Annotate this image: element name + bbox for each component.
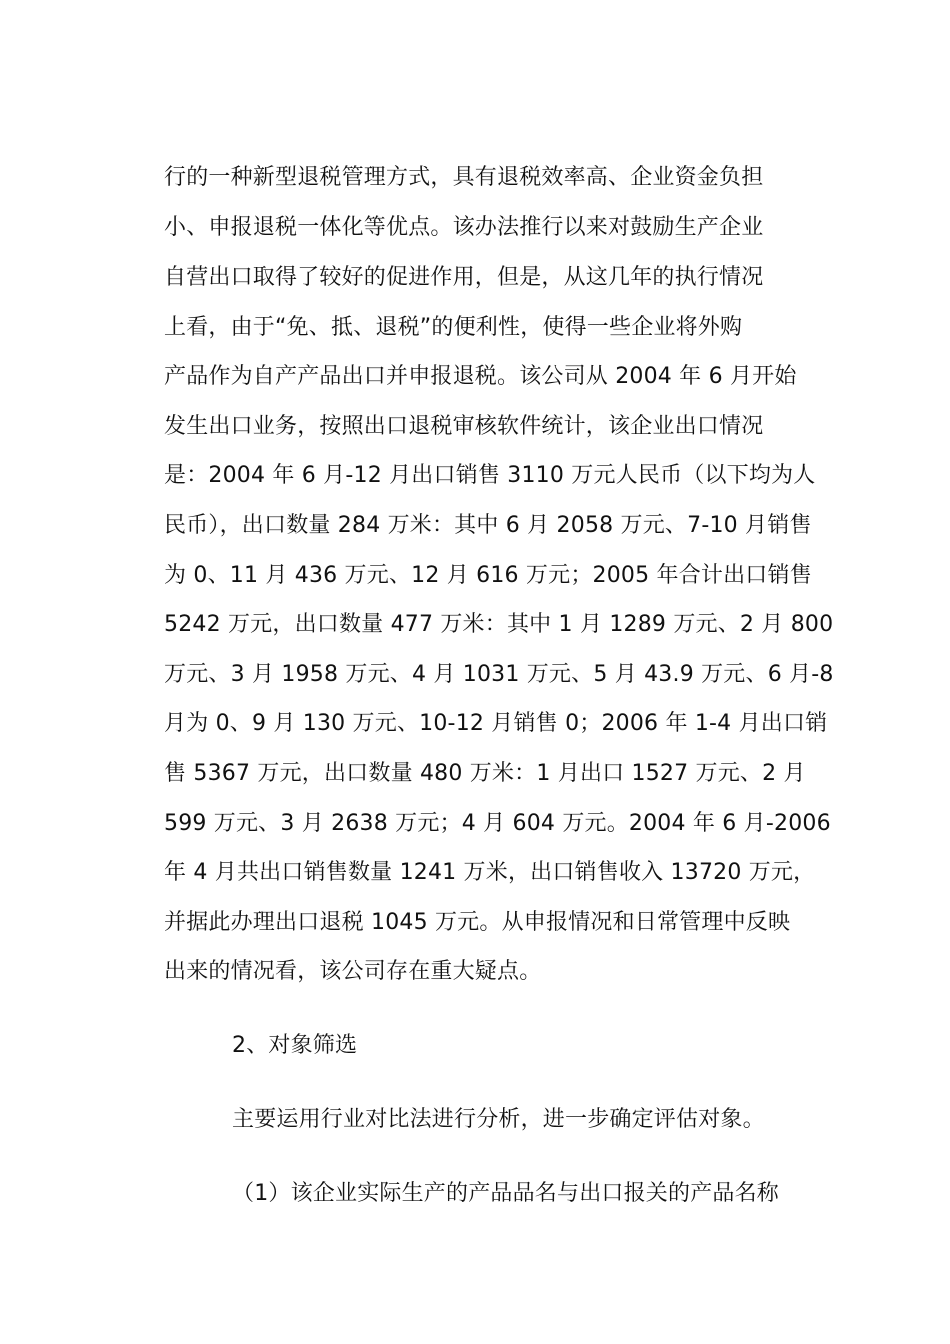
paragraph-line: 万元、3 月 1958 万元、4 月 1031 万元、5 月 43.9 万元、6 月-8 [164,662,834,687]
paragraph-line: 民币），出口数量 284 万米：其中 6 月 2058 万元、7-10 月销售 [164,513,812,538]
paragraph-line: 主要运用行业对比法进行分析，进一步确定评估对象。 [232,1107,765,1132]
paragraph-line: 产品作为自产产品出口并申报退税。该公司从 2004 年 6 月开始 [164,364,797,389]
paragraph-line: 年 4 月共出口销售数量 1241 万米，出口销售收入 13720 万元， [164,860,816,885]
paragraph-line: 上看，由于“免、抵、退税”的便利性，使得一些企业将外购 [164,315,743,340]
paragraph-line: 小、申报退税一体化等优点。该办法推行以来对鼓励生产企业 [164,215,764,240]
paragraph-line: 行的一种新型退税管理方式，具有退税效率高、企业资金负担 [164,165,764,190]
paragraph-line: 出来的情况看，该公司存在重大疑点。 [164,959,542,984]
paragraph-line: 为 0、11 月 436 万元、12 月 616 万元；2005 年合计出口销售 [164,563,812,588]
paragraph-line: 发生出口业务，按照出口退税审核软件统计，该企业出口情况 [164,414,764,439]
section-heading: 2、对象筛选 [232,1033,358,1058]
paragraph-line: （1）该企业实际生产的产品品名与出口报关的产品名称 [232,1181,779,1206]
paragraph-line: 599 万元、3 月 2638 万元；4 月 604 万元。2004 年 6 月-2006 [164,811,831,836]
paragraph-line: 5242 万元，出口数量 477 万米：其中 1 月 1289 万元、2 月 800 [164,612,834,637]
paragraph-line: 自营出口取得了较好的促进作用，但是，从这几年的执行情况 [164,265,764,290]
paragraph-line: 是：2004 年 6 月-12 月出口销售 3110 万元人民币（以下均为人 [164,463,816,488]
paragraph-line: 月为 0、9 月 130 万元、10-12 月销售 0；2006 年 1-4 月出口销 [164,711,828,736]
paragraph-line: 售 5367 万元，出口数量 480 万米：1 月出口 1527 万元、2 月 [164,761,806,786]
paragraph-line: 并据此办理出口退税 1045 万元。从申报情况和日常管理中反映 [164,910,791,935]
